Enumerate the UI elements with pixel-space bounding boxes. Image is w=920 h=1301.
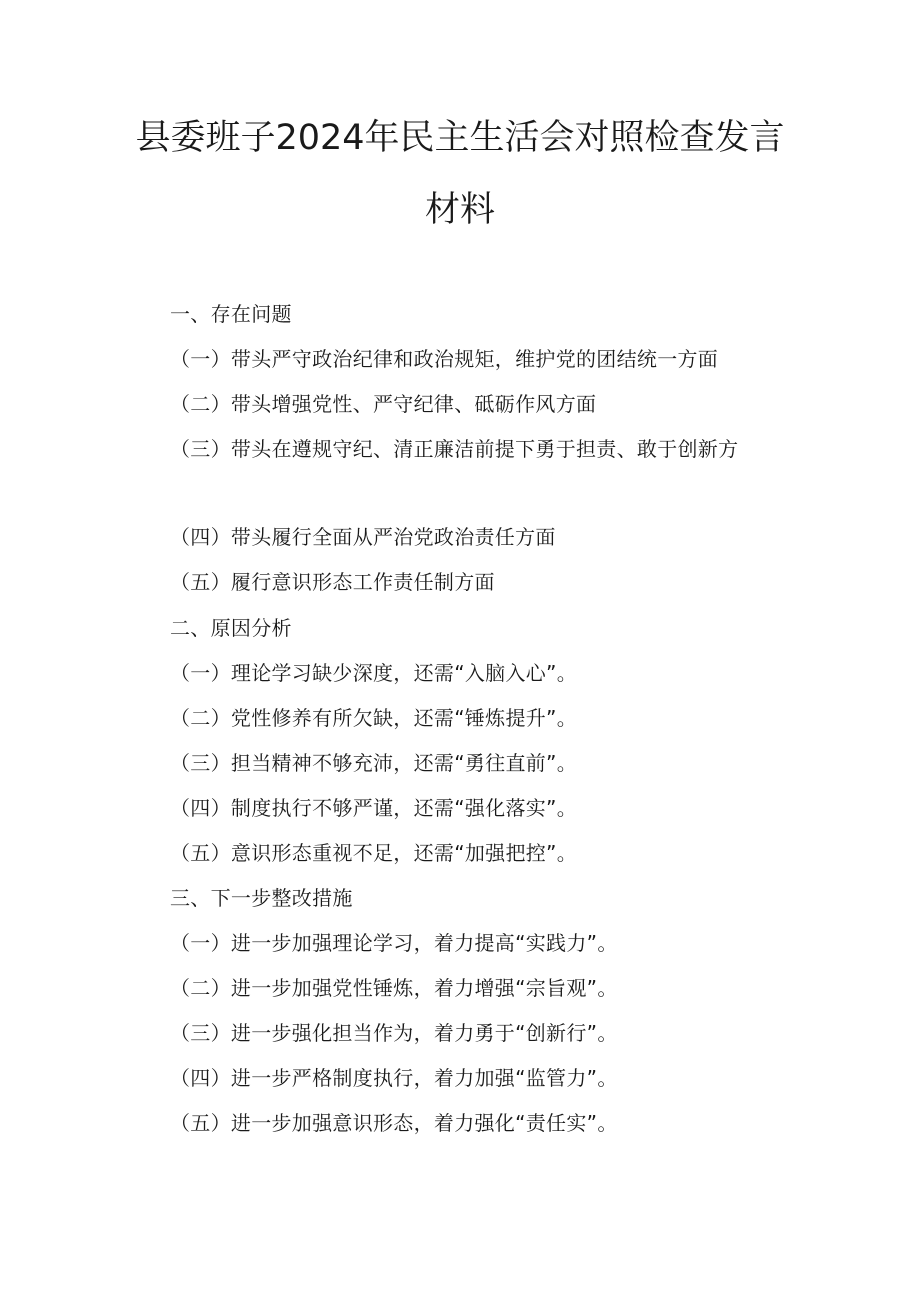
section-heading-problems: 一、存在问题 xyxy=(170,302,292,326)
cause-item-1: （一）理论学习缺少深度，还需“入脑入心”。 xyxy=(170,661,578,685)
problem-item-1: （一）带头严守政治纪律和政治规矩，维护党的团结统一方面 xyxy=(170,347,719,371)
cause-item-4: （四）制度执行不够严谨，还需“强化落实”。 xyxy=(170,796,578,820)
problem-item-5: （五）履行意识形态工作责任制方面 xyxy=(170,570,495,594)
cause-item-5: （五）意识形态重视不足，还需“加强把控”。 xyxy=(170,841,578,865)
measure-item-5: （五）进一步加强意识形态，着力强化“责任实”。 xyxy=(170,1111,618,1135)
problem-item-4: （四）带头履行全面从严治党政治责任方面 xyxy=(170,525,556,549)
measure-item-2: （二）进一步加强党性锤炼，着力增强“宗旨观”。 xyxy=(170,976,618,1000)
measure-item-3: （三）进一步强化担当作为，着力勇于“创新行”。 xyxy=(170,1021,618,1045)
document-title-line-2: 材料 xyxy=(424,190,495,230)
measure-item-4: （四）进一步严格制度执行，着力加强“监管力”。 xyxy=(170,1066,618,1090)
measure-item-1: （一）进一步加强理论学习，着力提高“实践力”。 xyxy=(170,931,618,955)
problem-item-3: （三）带头在遵规守纪、清正廉洁前提下勇于担责、敢于创新方 xyxy=(170,437,739,461)
section-heading-measures: 三、下一步整改措施 xyxy=(170,886,353,910)
cause-item-2: （二）党性修养有所欠缺，还需“锤炼提升”。 xyxy=(170,706,578,730)
cause-item-3: （三）担当精神不够充沛，还需“勇往直前”。 xyxy=(170,751,578,775)
document-title-line-1: 县委班子2024年民主生活会对照检查发言 xyxy=(135,118,785,158)
problem-item-2: （二）带头增强党性、严守纪律、砥砺作风方面 xyxy=(170,392,597,416)
section-heading-causes: 二、原因分析 xyxy=(170,616,292,640)
